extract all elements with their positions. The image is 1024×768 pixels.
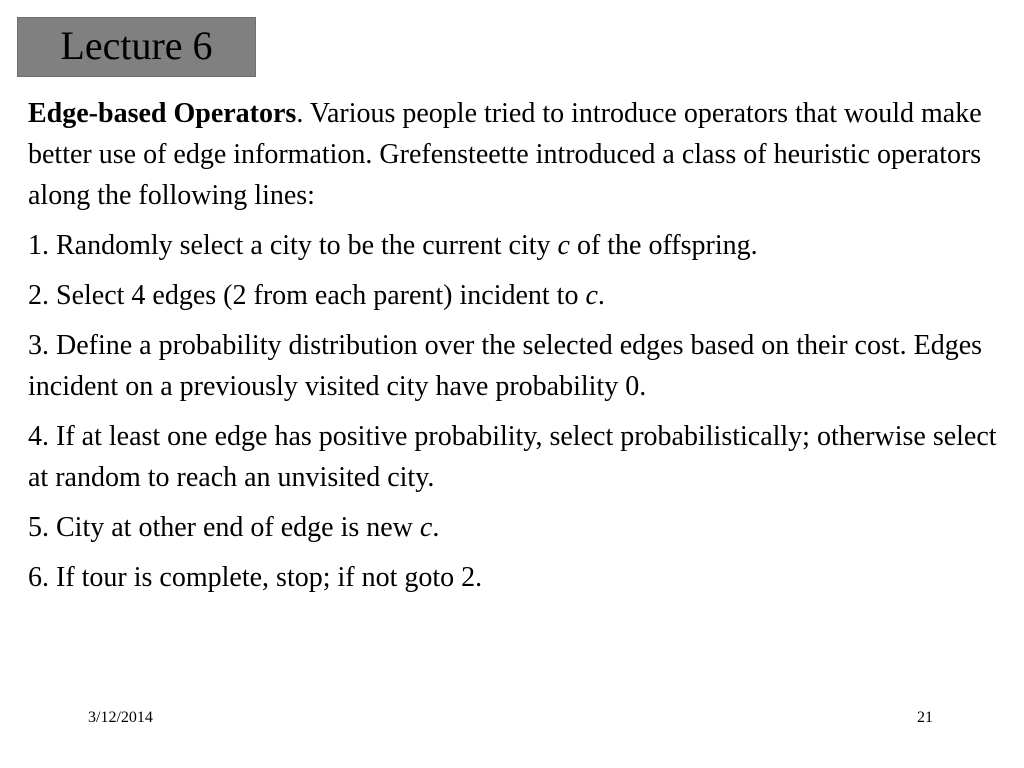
slide-title: Lecture 6 xyxy=(60,23,213,68)
intro-paragraph xyxy=(28,93,998,216)
step-5-text: 5. City at other end of edge is new xyxy=(28,512,420,543)
step-1-text: 1. Randomly select a city to be the current city xyxy=(28,230,558,261)
step-1-var: c xyxy=(557,230,570,261)
step-3: 3. Define a probability distribution over the selected edges based on their cost. Edges incident on a previously visited city have probability 0. xyxy=(28,330,983,402)
step-2-text-end: . xyxy=(597,280,605,311)
slide-title-box xyxy=(17,17,256,77)
step-5-text-end: . xyxy=(432,512,440,543)
slide-body xyxy=(28,93,998,607)
step-5-var: c xyxy=(419,512,433,543)
step-2-text: 2. Select 4 edges (2 from each parent) incident to xyxy=(28,280,586,311)
intro-text: . Various people tried to introduce operators that would make better use of edge information. Grefensteette introduced a class of heuristic operators along the following lines: xyxy=(28,98,982,211)
step-2-var: c xyxy=(585,280,598,311)
footer-page-number: 21 xyxy=(917,709,933,726)
step-1 xyxy=(28,225,998,266)
footer-date: 3/12/2014 xyxy=(88,709,153,726)
step-5 xyxy=(28,507,998,548)
intro-heading: Edge-based Operators xyxy=(28,98,297,129)
step-6: 6. If tour is complete, stop; if not goto 2. xyxy=(28,562,483,593)
step-1-text-end: of the offspring. xyxy=(569,230,758,261)
step-2 xyxy=(28,275,998,316)
step-4: 4. If at least one edge has positive probability, select probabilistically; otherwise select at random to reach an unvisited city. xyxy=(28,421,997,493)
